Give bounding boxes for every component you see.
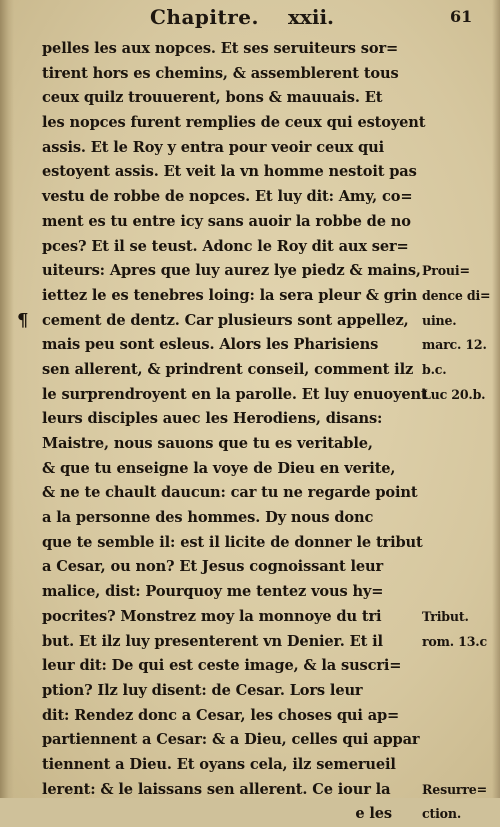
margin-note: Resurre= — [422, 781, 487, 797]
running-head-title: Chapitre. — [150, 5, 259, 29]
margin-note — [422, 679, 500, 704]
margin-note — [422, 37, 500, 62]
margin-note — [422, 654, 500, 679]
margin-note: uine. — [422, 312, 457, 328]
running-head-chapter: xxii. — [288, 5, 335, 29]
text-line: iettez le es tenebres loing: la sera pleur & grin — [42, 286, 418, 304]
margin-note — [422, 407, 500, 432]
margin-note: b.c. — [422, 361, 447, 377]
margin-notes-column — [422, 37, 500, 827]
text-line: vestu de robbe de nopces. Et luy dit: Amy, co= — [42, 188, 413, 206]
margin-note: Luc 20.b. — [422, 386, 486, 402]
text-line: & que tu enseigne la voye de Dieu en verite, — [42, 459, 396, 477]
margin-note: ction. — [422, 806, 462, 822]
margin-note — [422, 432, 500, 457]
text-line: ption? Ilz luy disent: de Cesar. Lors leur — [42, 681, 363, 699]
margin-note — [422, 704, 500, 729]
margin-note — [422, 62, 500, 87]
text-line: dit: Rendez donc a Cesar, les choses qui ap= — [42, 706, 400, 724]
margin-note — [422, 136, 500, 161]
margin-note — [422, 86, 500, 111]
text-line: pces? Et il se teust. Adonc le Roy dit aux ser= — [42, 237, 409, 255]
text-line: mais peu sont esleus. Alors les Pharisiens — [42, 336, 379, 354]
text-line: les nopces furent remplies de ceux qui estoyent — [42, 114, 426, 132]
text-line: Maistre, nous sauons que tu es veritable, — [42, 435, 373, 452]
text-line: le surprendroyent en la parolle. Et luy enuoyent — [42, 385, 428, 403]
text-line: pelles les aux nopces. Et ses seruiteurs sor= — [42, 40, 399, 57]
margin-note — [422, 210, 500, 235]
margin-note — [422, 753, 500, 778]
text-line: e les — [355, 805, 392, 823]
text-line: lerent: & le laissans sen allerent. Ce iour la — [42, 780, 391, 798]
text-line: partiennent a Cesar: & a Dieu, celles qui appar — [42, 731, 420, 749]
text-line: leurs disciples auec les Herodiens, disans: — [42, 410, 383, 428]
margin-note — [422, 457, 500, 482]
text-line: uiteurs: Apres que luy aurez lye piedz & mains, — [42, 262, 421, 280]
margin-note: Proui= — [422, 263, 470, 279]
main-text-column — [42, 37, 428, 827]
margin-note — [422, 160, 500, 185]
page-gutter-shadow — [0, 0, 14, 798]
margin-note: marc. 12. — [422, 337, 487, 353]
text-line: ment es tu entre icy sans auoir la robbe de no — [42, 212, 411, 230]
text-line: but. Et ilz luy presenterent vn Denier. Et il — [42, 632, 383, 650]
text-line: tiennent a Dieu. Et oyans cela, ilz semerueil — [42, 755, 396, 773]
margin-note — [422, 531, 500, 556]
text-line: malice, dist: Pourquoy me tentez vous hy= — [42, 583, 384, 601]
margin-note: dence di= — [422, 287, 491, 303]
text-line: assis. Et le Roy y entra pour veoir ceux qui — [42, 138, 384, 156]
text-line: sen allerent, & prindrent conseil, comment ilz — [42, 360, 414, 378]
text-line: cement de dentz. Car plusieurs sont appellez, — [42, 311, 409, 329]
text-line: pocrites? Monstrez moy la monnoye du tri — [42, 607, 382, 625]
text-line: estoyent assis. Et veit la vn homme nestoit pas — [42, 163, 417, 181]
text-line: leur dit: De qui est ceste image, & la suscri= — [42, 657, 402, 675]
text-line: a la personne des hommes. Dy nous donc — [42, 509, 374, 527]
margin-note — [422, 506, 500, 531]
running-head — [0, 2, 500, 32]
pilcrow-mark: ¶ — [17, 310, 29, 331]
text-line: & ne te chault daucun: car tu ne regarde point — [42, 484, 418, 502]
folio-number: 61 — [450, 7, 473, 26]
text-line: a Cesar, ou non? Et Jesus cognoissant leur — [42, 558, 384, 576]
margin-note — [422, 580, 500, 605]
margin-note — [422, 481, 500, 506]
margin-note — [422, 111, 500, 136]
margin-note — [422, 235, 500, 260]
margin-note — [422, 555, 500, 580]
text-line: ceux quilz trouuerent, bons & mauuais. Et — [42, 89, 383, 107]
text-line: tirent hors es chemins, & assemblerent tous — [42, 64, 399, 82]
margin-note — [422, 185, 500, 210]
margin-note — [422, 728, 500, 753]
text-line: que te semble il: est il licite de donner le tribut — [42, 533, 423, 551]
margin-note: rom. 13.c — [422, 633, 487, 649]
margin-note: Tribut. — [422, 608, 469, 624]
